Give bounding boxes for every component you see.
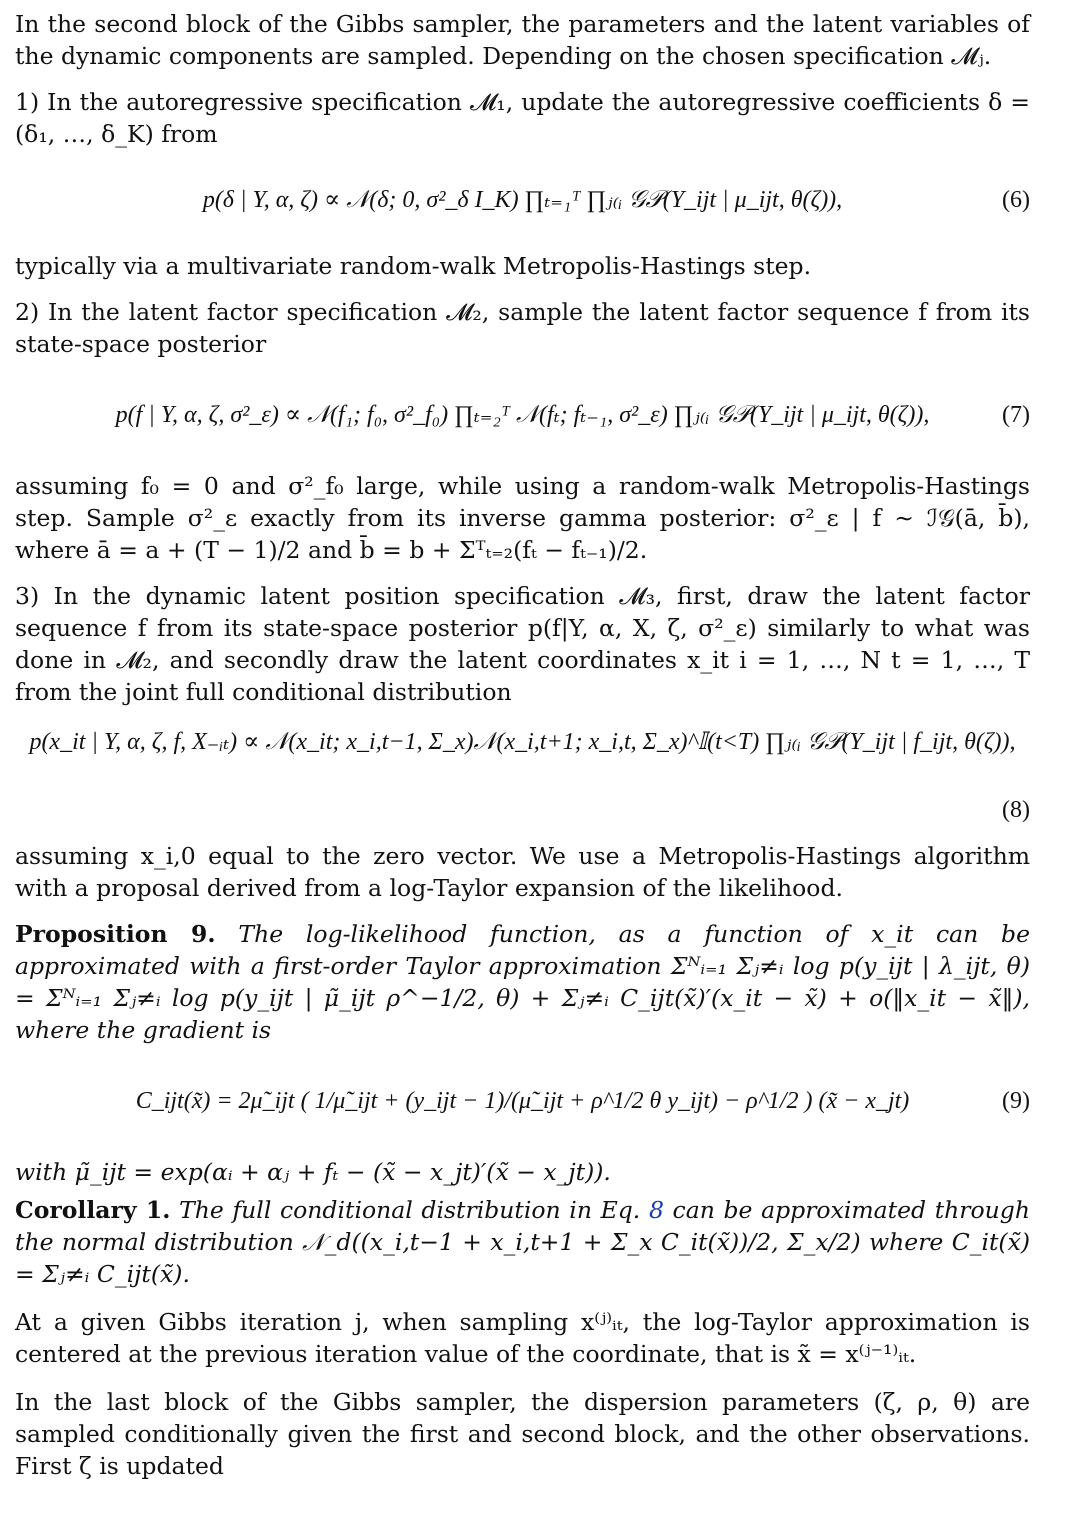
paper-page [15, 8, 1030, 1482]
equation-9-body: C_ijt(x̃) = 2μ̃_ijt ( 1/μ̃_ijt + (y_ijt − 1)/(μ̃_ijt + ρ^1/2 θ y_ijt) − ρ^1/2 ) (x̃ − x_jt) [135, 1088, 910, 1114]
corollary-1 [15, 1194, 1030, 1290]
paragraph-metropolis: assuming x_i,0 equal to the zero vector. We use a Metropolis-Hastings algorithm with a proposal derived from a log-Taylor expansion of the likelihood. [15, 842, 1030, 902]
paragraph-latent-position: 3) In the dynamic latent position specification 𝓜₃, first, draw the latent factor sequence f from its state-space posterior p(f|Y, α, X, ζ, σ²_ε) similarly to what was done in 𝓜₂, and secondly draw the latent coordinates x_it i = 1, …, N t = 1, …, T from the joint full conditional distribution [15, 582, 1030, 706]
paragraph-autoregressive: 1) In the autoregressive specification 𝓜₁, update the autoregressive coefficients δ = (δ₁, …, δ_K) from [15, 88, 1030, 148]
corollary-title: Corollary 1. [15, 1196, 171, 1224]
equation-6-number: (6) [1002, 187, 1030, 213]
paragraph-inverse-gamma: assuming f₀ = 0 and σ²_f₀ large, while using a random-walk Metropolis-Hastings step. Sample σ²_ε exactly from its inverse gamma posterior: σ²_ε | f ∼ ℐ𝒢(ā, b̄), where ā = a + (T − 1)/2 and b̄ = b + Σᵀₜ₌₂(fₜ − fₜ₋₁)/2. [15, 472, 1030, 564]
equation-6 [15, 150, 1030, 250]
paragraph-mu-tilde: with μ̃_ijt = exp(αᵢ + αⱼ + fₜ − (x̃ − x_jt)′(x̃ − x_jt)). [15, 1158, 611, 1186]
corollary-text-before: The full conditional distribution in Eq. [179, 1196, 641, 1224]
equation-8-number: (8) [1002, 797, 1030, 823]
paragraph-gibbs-iteration: At a given Gibbs iteration j, when sampling x⁽ʲ⁾ᵢₜ, the log-Taylor approximation is centered at the previous iteration value of the coordinate, that is x̃ = x⁽ʲ⁻¹⁾ᵢₜ. [15, 1308, 1030, 1368]
proposition-title: Proposition 9. [15, 920, 216, 948]
paragraph-intro: In the second block of the Gibbs sampler, the parameters and the latent variables of the dynamic components are sampled. Depending on the chosen specification 𝓜ⱼ. [15, 10, 1030, 70]
paragraph-dispersion: In the last block of the Gibbs sampler, the dispersion parameters (ζ, ρ, θ) are sampled conditionally given the first and second block, and the other observations. First ζ is updated [15, 1388, 1030, 1480]
proposition-text: The log-likelihood function, as a function of x_it can be approximated with a first-order Taylor approximation Σᴺᵢ₌₁ Σⱼ≠ᵢ log p(y_ijt | λ_ijt, θ) = Σᴺᵢ₌₁ Σⱼ≠ᵢ log p(y_ijt | μ̃_ijt ρ^−1/2, θ) + Σⱼ≠ᵢ C_ijt(x̃)′(x_it − x̃) + o(‖x_it − x̃‖), where the gradient is [15, 920, 1030, 1044]
equation-8-reference-link[interactable]: 8 [648, 1196, 664, 1224]
equation-8 [15, 708, 1030, 826]
proposition-9 [15, 918, 1030, 1046]
equation-7 [15, 360, 1030, 470]
equation-6-body: p(δ | Y, α, ζ) ∝ 𝒩(δ; 0, σ²_δ I_K) ∏ₜ₌₁ᵀ ∏ⱼ₍ᵢ 𝒢𝒫(Y_ijt | μ_ijt, θ(ζ)), [202, 187, 843, 213]
equation-9-number: (9) [1002, 1088, 1030, 1114]
corollary-text-after: can be approximated through the normal distribution 𝒩_d((x_i,t−1 + x_i,t+1 + Σ_x C_it(x̃))/2, Σ_x/2) where C_it(x̃) = Σⱼ≠ᵢ C_ijt(x̃). [15, 1196, 1030, 1288]
paragraph-mh-step: typically via a multivariate random-walk Metropolis-Hastings step. [15, 252, 812, 280]
equation-7-body: p(f | Y, α, ζ, σ²_ε) ∝ 𝒩(f₁; f₀, σ²_f₀) ∏ₜ₌₂ᵀ 𝒩(fₜ; fₜ₋₁, σ²_ε) ∏ⱼ₍ᵢ 𝒢𝒫(Y_ijt | μ_ijt, θ(ζ)), [115, 402, 930, 428]
paragraph-latent-factor: 2) In the latent factor specification 𝓜₂, sample the latent factor sequence f from its state-space posterior [15, 298, 1030, 358]
equation-7-number: (7) [1002, 402, 1030, 428]
equation-8-body: p(x_it | Y, α, ζ, f, X₋ᵢₜ) ∝ 𝒩(x_it; x_i,t−1, Σ_x)𝒩(x_i,t+1; x_i,t, Σ_x)^𝕀(t<T) ∏ⱼ₍ᵢ 𝒢𝒫(Y_ijt | f_ijt, θ(ζ)), [29, 729, 1016, 755]
equation-9 [15, 1046, 1030, 1156]
